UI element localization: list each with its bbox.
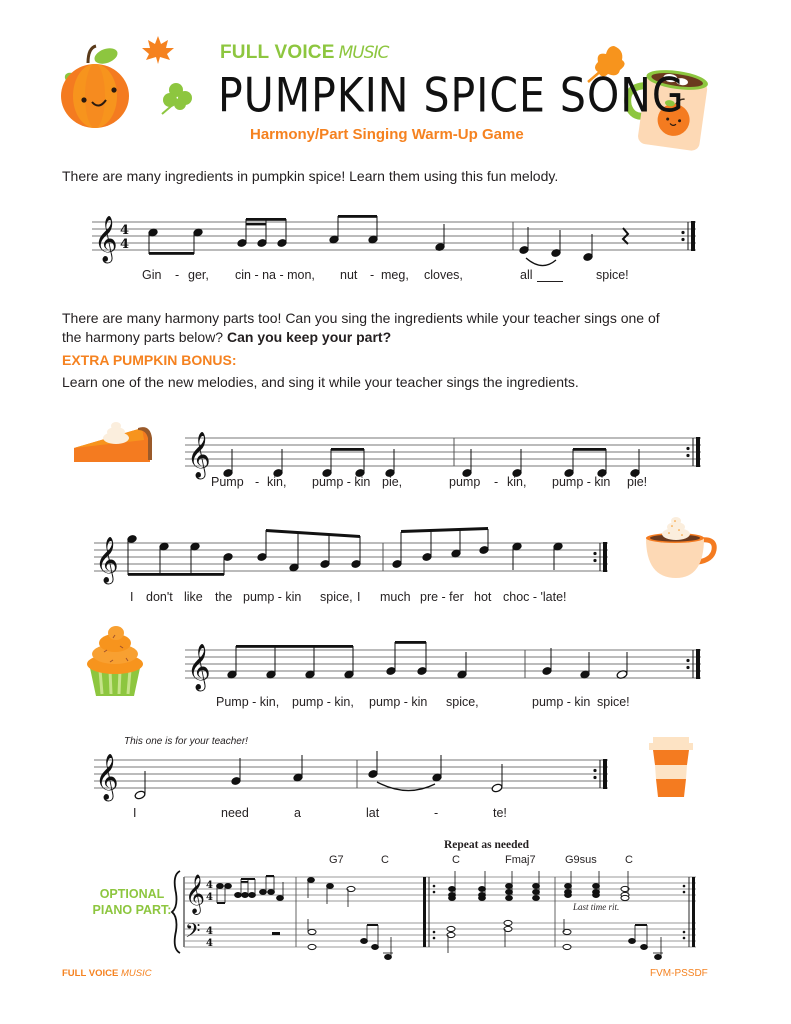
- latte-cup-icon: [648, 735, 694, 806]
- piano-grand-staff: [170, 865, 700, 965]
- lyric: like: [184, 590, 203, 604]
- brand-music: MUSIC: [338, 43, 389, 63]
- chord-symbol: C: [381, 854, 389, 866]
- intro-text: There are many ingredients in pumpkin spice! Learn them using this fun melody.: [62, 168, 559, 184]
- lyric: Pump - kin,: [216, 695, 280, 709]
- lyric: much: [380, 590, 411, 604]
- brand-name: FULL VOICE: [220, 42, 335, 63]
- svg-text:𝄞: 𝄞: [187, 432, 211, 478]
- lyric: te!: [493, 806, 507, 820]
- footer-brand-name: FULL VOICE: [62, 968, 119, 979]
- lyric: ger,: [188, 268, 209, 282]
- lyric: hot: [474, 590, 492, 604]
- chord-symbol: Fmaj7: [505, 854, 536, 866]
- bonus-heading: EXTRA PUMPKIN BONUS:: [62, 352, 237, 368]
- page-title: PUMPKIN SPICE SONG: [218, 68, 685, 124]
- last-time-rit: Last time rit.: [573, 902, 620, 912]
- main-melody-staff: [90, 200, 700, 270]
- part3-staff: [185, 632, 705, 692]
- lyric: pie!: [627, 475, 648, 489]
- footer-code: FVM-PSSDF: [650, 968, 708, 979]
- instructions-text: the harmony parts below?: [62, 329, 224, 345]
- lyric: cloves,: [424, 268, 463, 282]
- chord-symbol: C: [625, 854, 633, 866]
- part1-staff: [185, 420, 705, 480]
- lyric: nut: [340, 268, 358, 282]
- lyric: I: [357, 590, 361, 604]
- lyric: pump - kin: [243, 590, 302, 604]
- chord-symbol: C: [452, 854, 460, 866]
- lyric: don't: [146, 590, 173, 604]
- svg-text:4: 4: [120, 223, 130, 238]
- svg-text:4: 4: [120, 237, 130, 252]
- lyric: -: [175, 268, 180, 282]
- lyric: the: [215, 590, 233, 604]
- svg-text:4: 4: [206, 938, 213, 949]
- footer-brand-music: MUSIC: [120, 968, 152, 979]
- lyric: -: [255, 475, 260, 489]
- lyric: pump - kin: [312, 475, 371, 489]
- lyric: a: [294, 806, 301, 820]
- pie-icon: [72, 410, 162, 475]
- svg-text:𝄞: 𝄞: [94, 216, 118, 262]
- cupcake-icon: [80, 622, 150, 703]
- instructions-line-1: There are many harmony parts too! Can you sing the ingredients while your teacher sings one of: [62, 310, 660, 326]
- lyric: pump: [449, 475, 481, 489]
- lyric: kin,: [507, 475, 527, 489]
- lyric: -: [494, 475, 499, 489]
- part2-staff: [92, 525, 612, 585]
- lyric: I: [130, 590, 134, 604]
- lyric: pump - kin: [552, 475, 611, 489]
- part4-staff: [92, 742, 612, 802]
- lyric: spice,: [446, 695, 479, 709]
- lyric: lat: [366, 806, 380, 820]
- svg-text:𝄞: 𝄞: [185, 874, 206, 914]
- piano-label-line2: PIANO PART:: [92, 903, 172, 917]
- svg-text:4: 4: [206, 880, 213, 891]
- svg-text:𝄢: 𝄢: [185, 919, 201, 947]
- brand-logo: [220, 42, 388, 64]
- lyric: -: [370, 268, 375, 282]
- lyric: -: [434, 806, 439, 820]
- svg-text:4: 4: [206, 892, 213, 903]
- lyric: kin,: [267, 475, 287, 489]
- lyric: meg,: [381, 268, 409, 282]
- lyric: spice,: [320, 590, 353, 604]
- svg-text:𝄞: 𝄞: [95, 537, 119, 583]
- lyric: spice!: [596, 268, 629, 282]
- lyric: spice!: [597, 695, 630, 709]
- bonus-text: Learn one of the new melodies, and sing it while your teacher sings the ingredients.: [62, 374, 579, 390]
- instructions-emphasis: Can you keep your part?: [226, 329, 392, 345]
- lyric: Pump: [211, 475, 244, 489]
- svg-text:𝄞: 𝄞: [95, 754, 119, 800]
- repeat-note: Repeat as needed: [444, 839, 529, 851]
- footer-brand: [62, 968, 152, 979]
- piano-label-line1: OPTIONAL: [99, 887, 165, 901]
- lyric: cin - na - mon,: [235, 268, 315, 282]
- lyric: pump - kin,: [292, 695, 354, 709]
- lyric: choc - 'late!: [503, 590, 567, 604]
- piano-part-label: [82, 886, 182, 918]
- lyric: need: [221, 806, 249, 820]
- lyric: Gin: [142, 268, 162, 282]
- chord-symbol: G9sus: [565, 854, 597, 866]
- chord-symbol: G7: [329, 854, 344, 866]
- lyric: all: [520, 268, 533, 282]
- svg-text:4: 4: [206, 926, 213, 937]
- page-subtitle: Harmony/Part Singing Warm-Up Game: [250, 126, 524, 143]
- melisma-line: [537, 281, 563, 282]
- lyric: pre - fer: [420, 590, 464, 604]
- lyric: I: [133, 806, 137, 820]
- maple-leaf-icon: [140, 34, 176, 71]
- instructions-line-2: [62, 327, 391, 347]
- hot-chocolate-icon: [636, 512, 726, 587]
- lyric: pie,: [382, 475, 403, 489]
- lyric: pump - kin: [369, 695, 428, 709]
- teacher-note: This one is for your teacher!: [124, 736, 248, 747]
- svg-text:𝄞: 𝄞: [187, 644, 211, 690]
- lyric: pump - kin: [532, 695, 591, 709]
- clover-leaf-icon: [156, 80, 196, 121]
